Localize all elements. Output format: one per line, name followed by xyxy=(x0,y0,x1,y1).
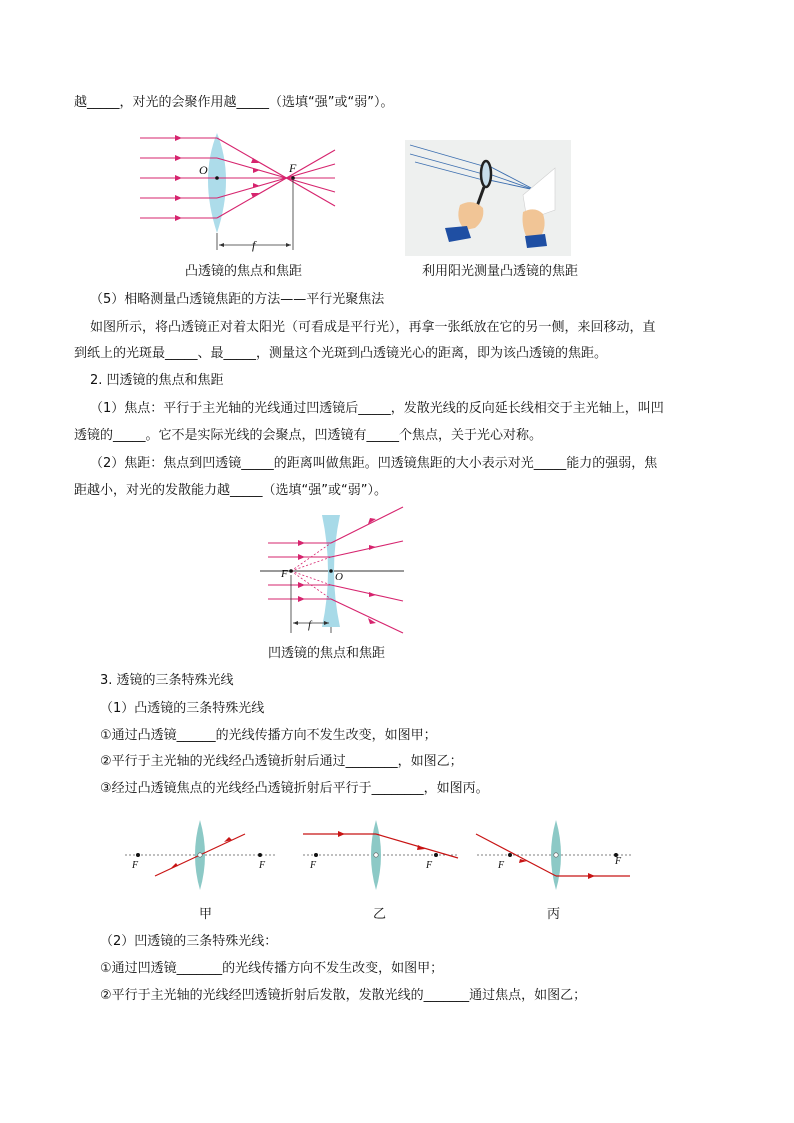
special-rays-yi-diagram xyxy=(298,818,463,893)
text-line-7: 透镜的_____。它不是实际光线的会聚点，凹透镜有_____个焦点，关于光心对称。 xyxy=(74,428,543,443)
bing-f-right: F xyxy=(615,856,622,867)
bing-f-left: F xyxy=(498,860,505,871)
caption-convex-focus: 凸透镜的焦点和焦距 xyxy=(185,264,303,279)
text-line-8: （2）焦距：焦点到凹透镜_____的距离叫做焦距。凹透镜焦距的大小表示对光_____能力的强弱，焦 xyxy=(90,456,658,471)
concave-focal-length-label: f xyxy=(308,619,312,631)
caption-yi: 乙 xyxy=(373,907,387,922)
jia-f-right: F xyxy=(259,860,266,871)
text-line-11: （1）凸透镜的三条特殊光线 xyxy=(100,701,265,716)
special-rays-jia-diagram xyxy=(120,818,280,893)
caption-concave-focus: 凹透镜的焦点和焦距 xyxy=(268,646,386,661)
concave-lens-focus-diagram xyxy=(258,505,408,635)
text-line-6: （1）焦点：平行于主光轴的光线通过凹透镜后_____，发散光线的反向延长线相交于主光轴上，叫凹 xyxy=(90,401,664,416)
text-line-15: （2）凹透镜的三条特殊光线： xyxy=(100,934,278,949)
text-line-1: 越_____，对光的会聚作用越_____（选填“强”或“弱”）。 xyxy=(74,95,394,110)
text-line-2: （5）相略测量凸透镜焦距的方法——平行光聚焦法 xyxy=(90,292,385,307)
text-line-5: 2. 凹透镜的焦点和焦距 xyxy=(90,373,224,388)
special-rays-bing-diagram xyxy=(472,818,637,893)
jia-f-left: F xyxy=(132,860,139,871)
concave-focus-label: F xyxy=(281,568,288,580)
text-line-12: ①通过凸透镜______的光线传播方向不发生改变，如图甲； xyxy=(100,728,437,743)
caption-jia: 甲 xyxy=(199,907,213,922)
optical-center-label: O xyxy=(199,163,208,177)
text-line-13: ②平行于主光轴的光线经凸透镜折射后通过________，如图乙； xyxy=(100,754,463,769)
focal-length-label: f xyxy=(252,238,256,252)
concave-center-label: O xyxy=(335,571,343,583)
caption-bing: 丙 xyxy=(547,907,561,922)
text-line-3: 如图所示，将凸透镜正对着太阳光（可看成是平行光），再拿一张纸放在它的另一侧，来回移动，直 xyxy=(90,320,656,335)
focus-label: F xyxy=(289,161,297,175)
sunlight-measurement-illustration xyxy=(405,140,571,256)
text-line-4: 到纸上的光斑最_____、最_____，测量这个光斑到凸透镜光心的距离，即为该凸透镜的焦距。 xyxy=(74,346,608,361)
convex-lens-focus-diagram xyxy=(135,128,350,253)
text-line-10: 3. 透镜的三条特殊光线 xyxy=(100,673,234,688)
text-line-17: ②平行于主光轴的光线经凹透镜折射后发散，发散光线的_______通过焦点，如图乙； xyxy=(100,988,587,1003)
text-line-16: ①通过凹透镜_______的光线传播方向不发生改变，如图甲； xyxy=(100,961,444,976)
text-line-14: ③经过凸透镜焦点的光线经凸透镜折射后平行于________，如图丙。 xyxy=(100,781,489,796)
caption-sunlight: 利用阳光测量凸透镜的焦距 xyxy=(422,264,579,279)
yi-f-right: F xyxy=(426,860,433,871)
yi-f-left: F xyxy=(310,860,317,871)
text-line-9: 距越小，对光的发散能力越_____（选填“强”或“弱”）。 xyxy=(74,483,387,498)
